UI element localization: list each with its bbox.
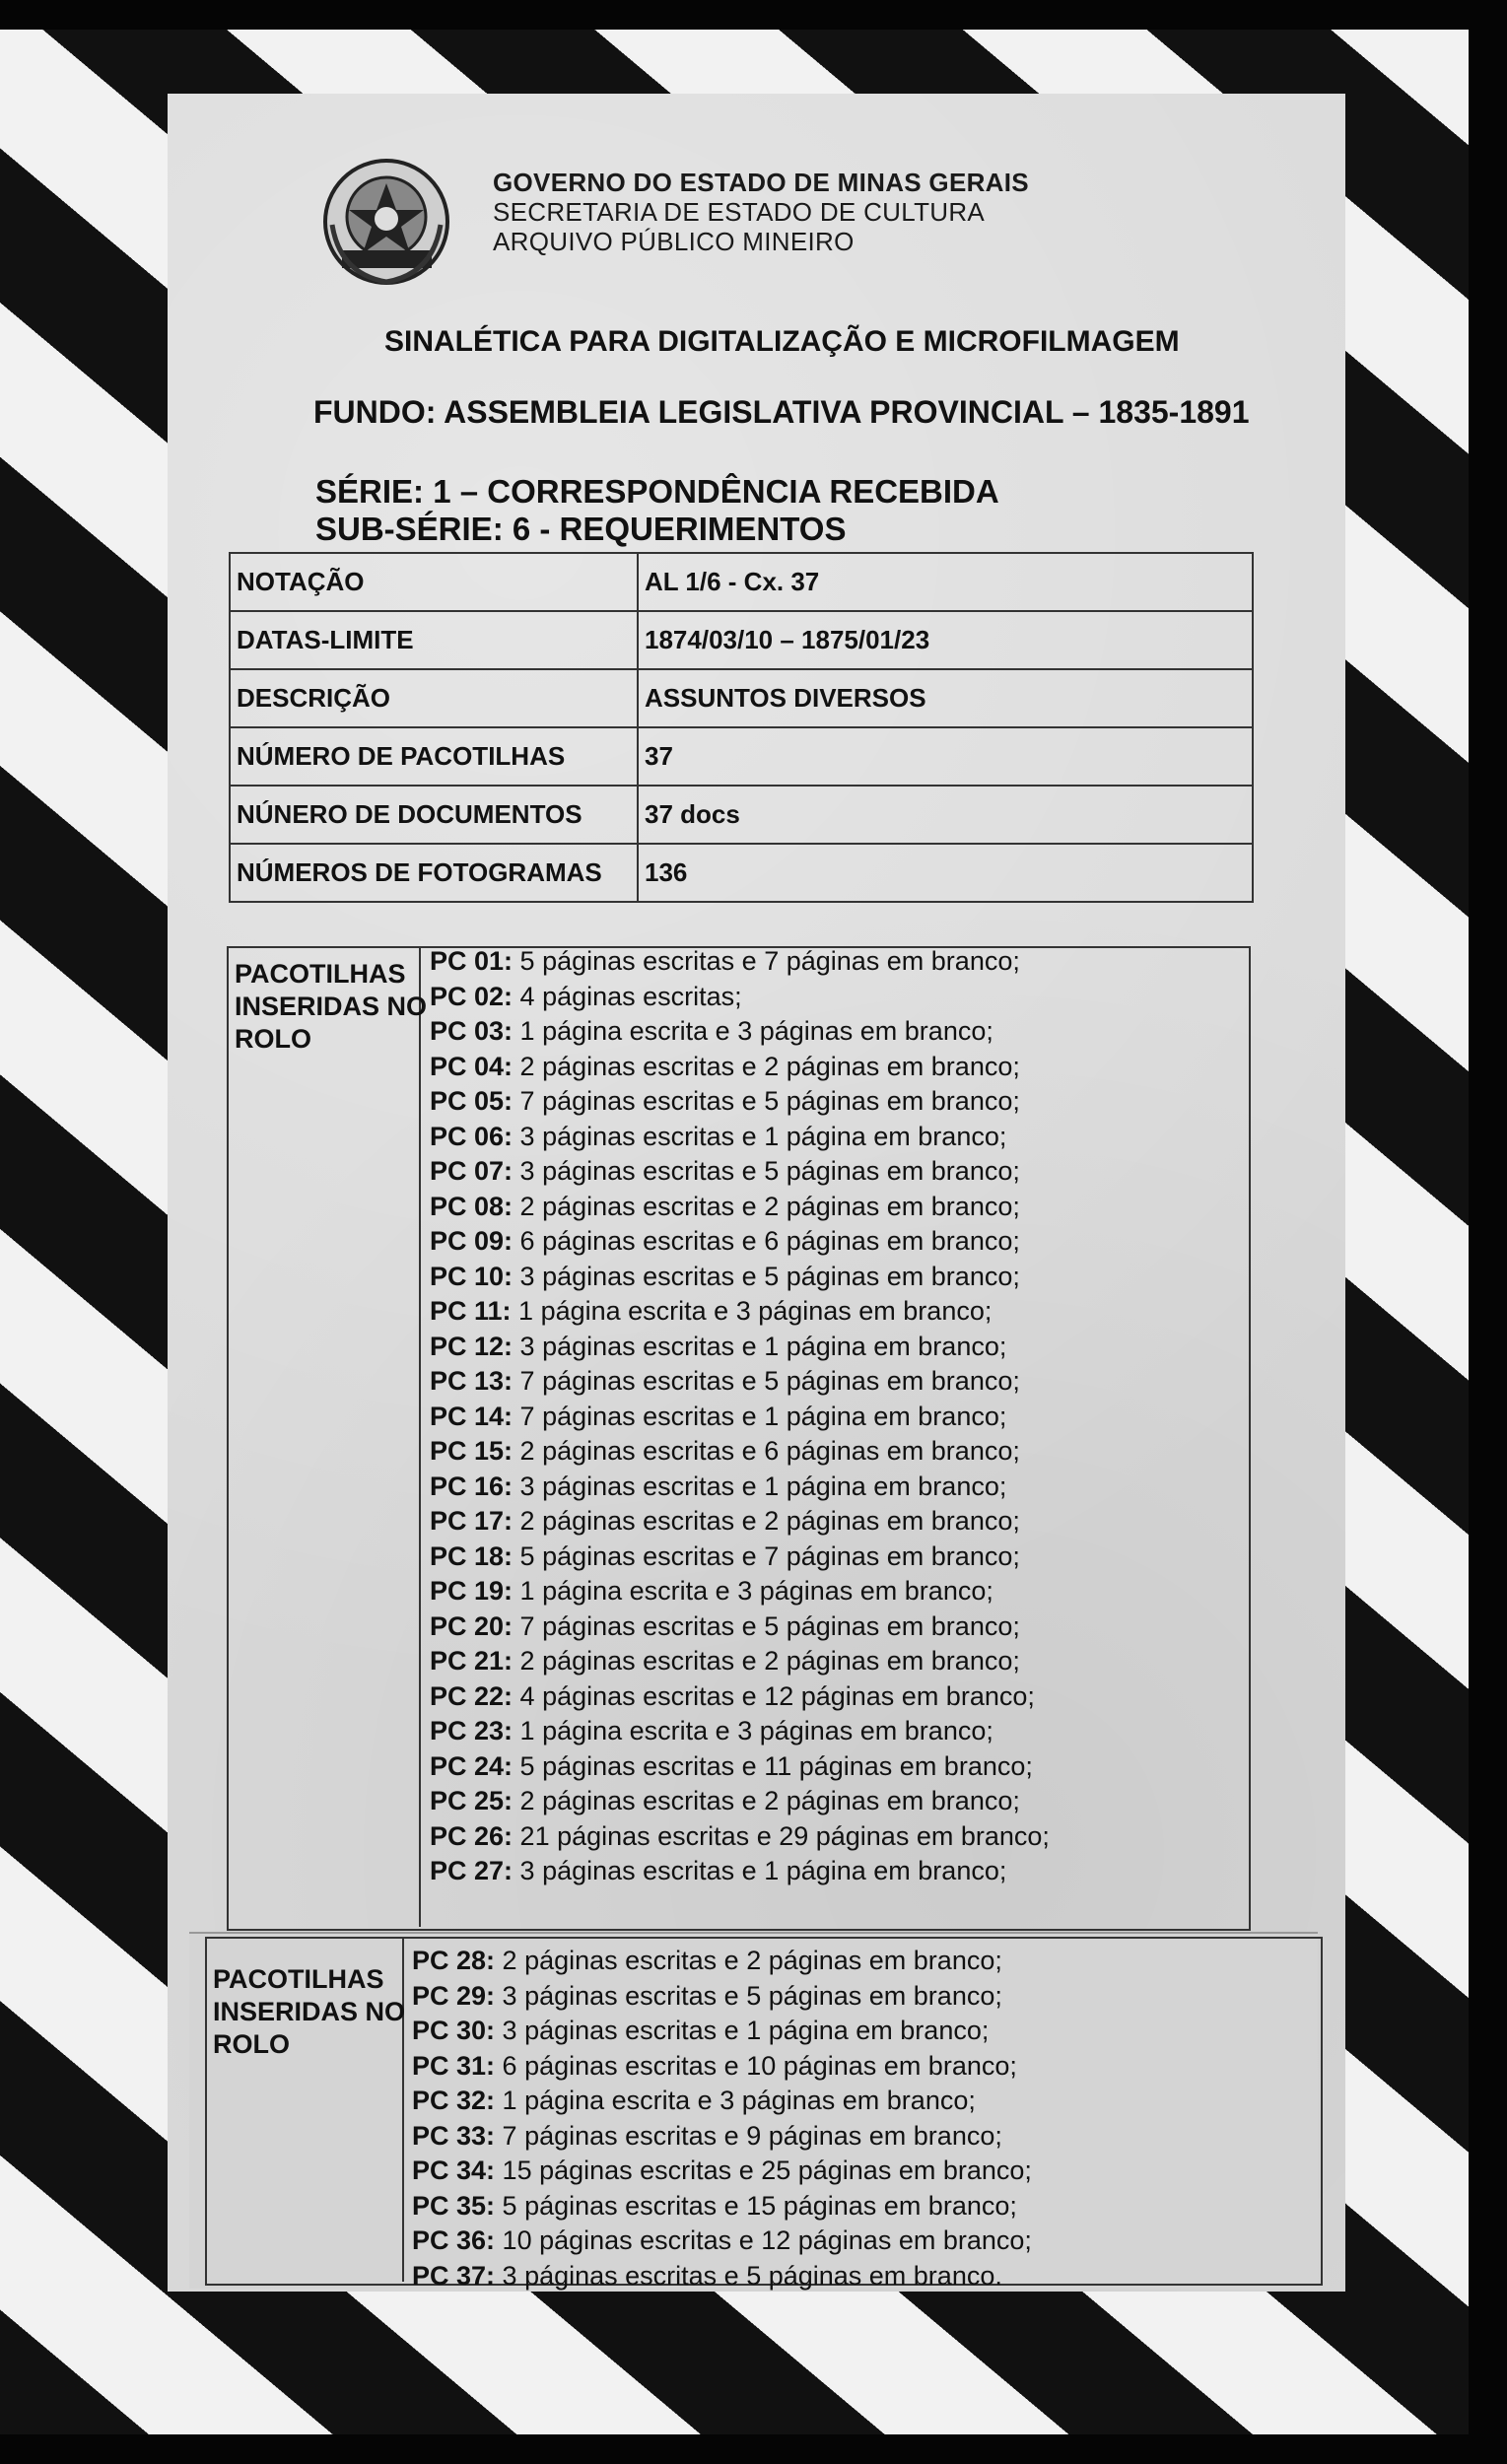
list-item xyxy=(412,2014,1032,2049)
pc-code: PC 24: xyxy=(430,1750,514,1781)
list-item xyxy=(430,1784,1050,1819)
list-item xyxy=(430,1574,1050,1609)
pc-code: PC 08: xyxy=(430,1191,514,1221)
label-line: INSERIDAS NO xyxy=(213,1997,406,2026)
pc-code: PC 17: xyxy=(430,1506,514,1536)
list-item xyxy=(412,1979,1032,2015)
pc-description: 3 páginas escritas e 1 página em branco; xyxy=(513,1471,1007,1501)
pc-description: 21 páginas escritas e 29 páginas em branco; xyxy=(513,1820,1050,1851)
pc-description: 4 páginas escritas; xyxy=(513,981,742,1011)
meta-key: NÚMEROS DE FOTOGRAMAS xyxy=(230,844,638,902)
pc-description: 7 páginas escritas e 1 página em branco; xyxy=(513,1401,1007,1431)
list-item xyxy=(430,1400,1050,1435)
pc-description: 3 páginas escritas e 5 páginas em branco; xyxy=(495,1980,1002,2011)
list-item xyxy=(430,1749,1050,1785)
page-title: SINALÉTICA PARA DIGITALIZAÇÃO E MICROFILMAGEM xyxy=(384,325,1180,358)
meta-key: NOTAÇÃO xyxy=(230,553,638,611)
pc-description: 1 página escrita e 3 páginas em branco; xyxy=(495,2086,976,2115)
list-item xyxy=(430,1540,1050,1575)
meta-key: DATAS-LIMITE xyxy=(230,611,638,669)
pc-description: 1 página escrita e 3 páginas em branco; xyxy=(513,1576,993,1606)
pc-code: PC 25: xyxy=(430,1786,514,1815)
pacotilhas-label-1 xyxy=(235,958,427,1056)
pc-code: PC 23: xyxy=(430,1716,514,1745)
pc-code: PC 22: xyxy=(430,1680,514,1711)
list-item xyxy=(412,2084,1032,2119)
label-line: PACOTILHAS xyxy=(213,1964,384,1994)
table-row xyxy=(230,669,1253,727)
pacotilhas-list-1 xyxy=(430,944,1050,1889)
meta-value: 136 xyxy=(638,844,1253,902)
pc-description: 3 páginas escritas e 1 página em branco; xyxy=(513,1331,1007,1361)
bottom-edge xyxy=(0,2434,1507,2464)
table-row xyxy=(230,553,1253,611)
list-item xyxy=(430,1154,1050,1190)
pc-code: PC 16: xyxy=(430,1471,514,1501)
list-item xyxy=(430,1679,1050,1715)
meta-key: NÚMERO DE PACOTILHAS xyxy=(230,727,638,786)
pc-description: 7 páginas escritas e 9 páginas em branco; xyxy=(495,2120,1002,2151)
pc-code: PC 09: xyxy=(430,1226,514,1256)
table-row xyxy=(230,611,1253,669)
serie-heading: SÉRIE: 1 – CORRESPONDÊNCIA RECEBIDA xyxy=(315,473,999,510)
pc-description: 3 páginas escritas e 1 página em branco; xyxy=(513,1856,1007,1885)
list-item xyxy=(430,1364,1050,1400)
pc-code: PC 37: xyxy=(412,2260,496,2291)
pc-description: 6 páginas escritas e 10 páginas em branco; xyxy=(495,2050,1017,2081)
pc-description: 1 página escrita e 3 páginas em branco; xyxy=(511,1296,993,1326)
pc-description: 2 páginas escritas e 6 páginas em branco; xyxy=(513,1436,1020,1466)
list-item xyxy=(430,1014,1050,1050)
pc-description: 3 páginas escritas e 5 páginas em branco. xyxy=(495,2260,1002,2291)
list-item xyxy=(430,1050,1050,1085)
list-item xyxy=(430,1260,1050,1295)
pc-code: PC 36: xyxy=(412,2225,496,2255)
list-item xyxy=(430,1224,1050,1260)
meta-value: 37 docs xyxy=(638,786,1253,844)
coat-of-arms-logo xyxy=(320,156,453,289)
pc-code: PC 10: xyxy=(430,1261,514,1291)
meta-key: NÚNERO DE DOCUMENTOS xyxy=(230,786,638,844)
pc-code: PC 34: xyxy=(412,2156,496,2185)
header-secretariat: SECRETARIA DE ESTADO DE CULTURA xyxy=(493,197,986,227)
pc-code: PC 11: xyxy=(430,1296,512,1326)
list-item xyxy=(412,1944,1032,1979)
meta-value: 37 xyxy=(638,727,1253,786)
pc-description: 2 páginas escritas e 2 páginas em branco; xyxy=(513,1506,1020,1536)
pc-code: PC 03: xyxy=(430,1016,514,1046)
pc-description: 4 páginas escritas e 12 páginas em branco; xyxy=(513,1680,1035,1711)
pc-description: 3 páginas escritas e 1 página em branco; xyxy=(495,2016,990,2045)
meta-value: AL 1/6 - Cx. 37 xyxy=(638,553,1253,611)
label-line: INSERIDAS NO xyxy=(235,992,428,1021)
list-item xyxy=(412,2119,1032,2155)
header-archive: ARQUIVO PÚBLICO MINEIRO xyxy=(493,227,855,256)
table-row xyxy=(230,844,1253,902)
pc-code: PC 30: xyxy=(412,2016,496,2045)
pc-code: PC 13: xyxy=(430,1366,514,1396)
list-item xyxy=(430,1854,1050,1889)
pc-code: PC 27: xyxy=(430,1856,514,1885)
pc-description: 1 página escrita e 3 páginas em branco; xyxy=(513,1716,993,1745)
pc-code: PC 12: xyxy=(430,1331,514,1361)
pc-description: 5 páginas escritas e 15 páginas em branco; xyxy=(495,2190,1017,2221)
pc-code: PC 33: xyxy=(412,2120,496,2151)
label-line: ROLO xyxy=(213,2029,290,2059)
list-item xyxy=(430,944,1050,980)
pc-code: PC 20: xyxy=(430,1610,514,1641)
pc-description: 5 páginas escritas e 7 páginas em branco; xyxy=(513,1540,1020,1571)
list-item xyxy=(430,1714,1050,1749)
pc-code: PC 21: xyxy=(430,1646,514,1676)
pc-description: 7 páginas escritas e 5 páginas em branco; xyxy=(513,1086,1020,1116)
pc-description: 2 páginas escritas e 2 páginas em branco; xyxy=(513,1786,1020,1815)
pc-code: PC 19: xyxy=(430,1576,514,1606)
pc-code: PC 32: xyxy=(412,2086,496,2115)
list-item xyxy=(430,1504,1050,1540)
subserie-heading: SUB-SÉRIE: 6 - REQUERIMENTOS xyxy=(315,511,847,547)
pc-code: PC 04: xyxy=(430,1051,514,1081)
fundo-heading: FUNDO: ASSEMBLEIA LEGISLATIVA PROVINCIAL – 1835-1891 xyxy=(313,394,1250,430)
list-item xyxy=(412,2049,1032,2085)
meta-value: 1874/03/10 – 1875/01/23 xyxy=(638,611,1253,669)
pc-description: 3 páginas escritas e 1 página em branco; xyxy=(513,1121,1007,1151)
table-row xyxy=(230,786,1253,844)
pc-code: PC 06: xyxy=(430,1121,514,1151)
list-item xyxy=(412,2154,1032,2189)
meta-value: ASSUNTOS DIVERSOS xyxy=(638,669,1253,727)
list-item xyxy=(430,1330,1050,1365)
list-item xyxy=(412,2224,1032,2259)
pc-description: 7 páginas escritas e 5 páginas em branco; xyxy=(513,1610,1020,1641)
pc-description: 5 páginas escritas e 7 páginas em branco; xyxy=(513,946,1020,976)
list-item xyxy=(412,2189,1032,2224)
pc-description: 5 páginas escritas e 11 páginas em branco; xyxy=(513,1750,1033,1781)
list-item xyxy=(430,1609,1050,1645)
table-row xyxy=(230,727,1253,786)
pc-description: 2 páginas escritas e 2 páginas em branco; xyxy=(495,1946,1002,1975)
top-edge xyxy=(0,0,1507,30)
pc-code: PC 07: xyxy=(430,1156,514,1186)
pc-code: PC 28: xyxy=(412,1946,496,1975)
pc-description: 2 páginas escritas e 2 páginas em branco; xyxy=(513,1191,1020,1221)
pc-code: PC 05: xyxy=(430,1086,514,1116)
label-line: ROLO xyxy=(235,1024,311,1054)
pc-code: PC 01: xyxy=(430,946,514,976)
pc-code: PC 02: xyxy=(430,981,514,1011)
pc-description: 7 páginas escritas e 5 páginas em branco; xyxy=(513,1366,1020,1396)
list-item xyxy=(430,1190,1050,1225)
list-item xyxy=(430,1294,1050,1330)
pacotilhas-list-2 xyxy=(412,1944,1032,2293)
list-item xyxy=(412,2259,1032,2294)
pc-code: PC 14: xyxy=(430,1401,514,1431)
list-item xyxy=(430,1644,1050,1679)
meta-key: DESCRIÇÃO xyxy=(230,669,638,727)
label-line: PACOTILHAS xyxy=(235,959,406,989)
list-item xyxy=(430,1434,1050,1470)
pc-code: PC 15: xyxy=(430,1436,514,1466)
pc-description: 6 páginas escritas e 6 páginas em branco; xyxy=(513,1226,1020,1256)
list-item xyxy=(430,1819,1050,1855)
header-government: GOVERNO DO ESTADO DE MINAS GERAIS xyxy=(493,168,1029,197)
right-edge xyxy=(1469,0,1507,2464)
pc-description: 15 páginas escritas e 25 páginas em branco; xyxy=(495,2156,1032,2185)
pc-description: 2 páginas escritas e 2 páginas em branco; xyxy=(513,1646,1020,1676)
pc-description: 3 páginas escritas e 5 páginas em branco; xyxy=(513,1261,1020,1291)
list-item xyxy=(430,1084,1050,1120)
column-divider xyxy=(419,946,421,1927)
pc-code: PC 31: xyxy=(412,2050,496,2081)
pc-description: 3 páginas escritas e 5 páginas em branco; xyxy=(513,1156,1020,1186)
pc-code: PC 35: xyxy=(412,2190,496,2221)
metadata-table xyxy=(229,552,1254,903)
pc-description: 1 página escrita e 3 páginas em branco; xyxy=(513,1016,993,1046)
pc-code: PC 29: xyxy=(412,1980,496,2011)
list-item xyxy=(430,1470,1050,1505)
pc-description: 10 páginas escritas e 12 páginas em branco; xyxy=(495,2225,1032,2255)
pc-code: PC 26: xyxy=(430,1820,514,1851)
pc-code: PC 18: xyxy=(430,1540,514,1571)
pacotilhas-label-2 xyxy=(213,1963,405,2061)
list-item xyxy=(430,980,1050,1015)
list-item xyxy=(430,1120,1050,1155)
pc-description: 2 páginas escritas e 2 páginas em branco; xyxy=(513,1051,1020,1081)
